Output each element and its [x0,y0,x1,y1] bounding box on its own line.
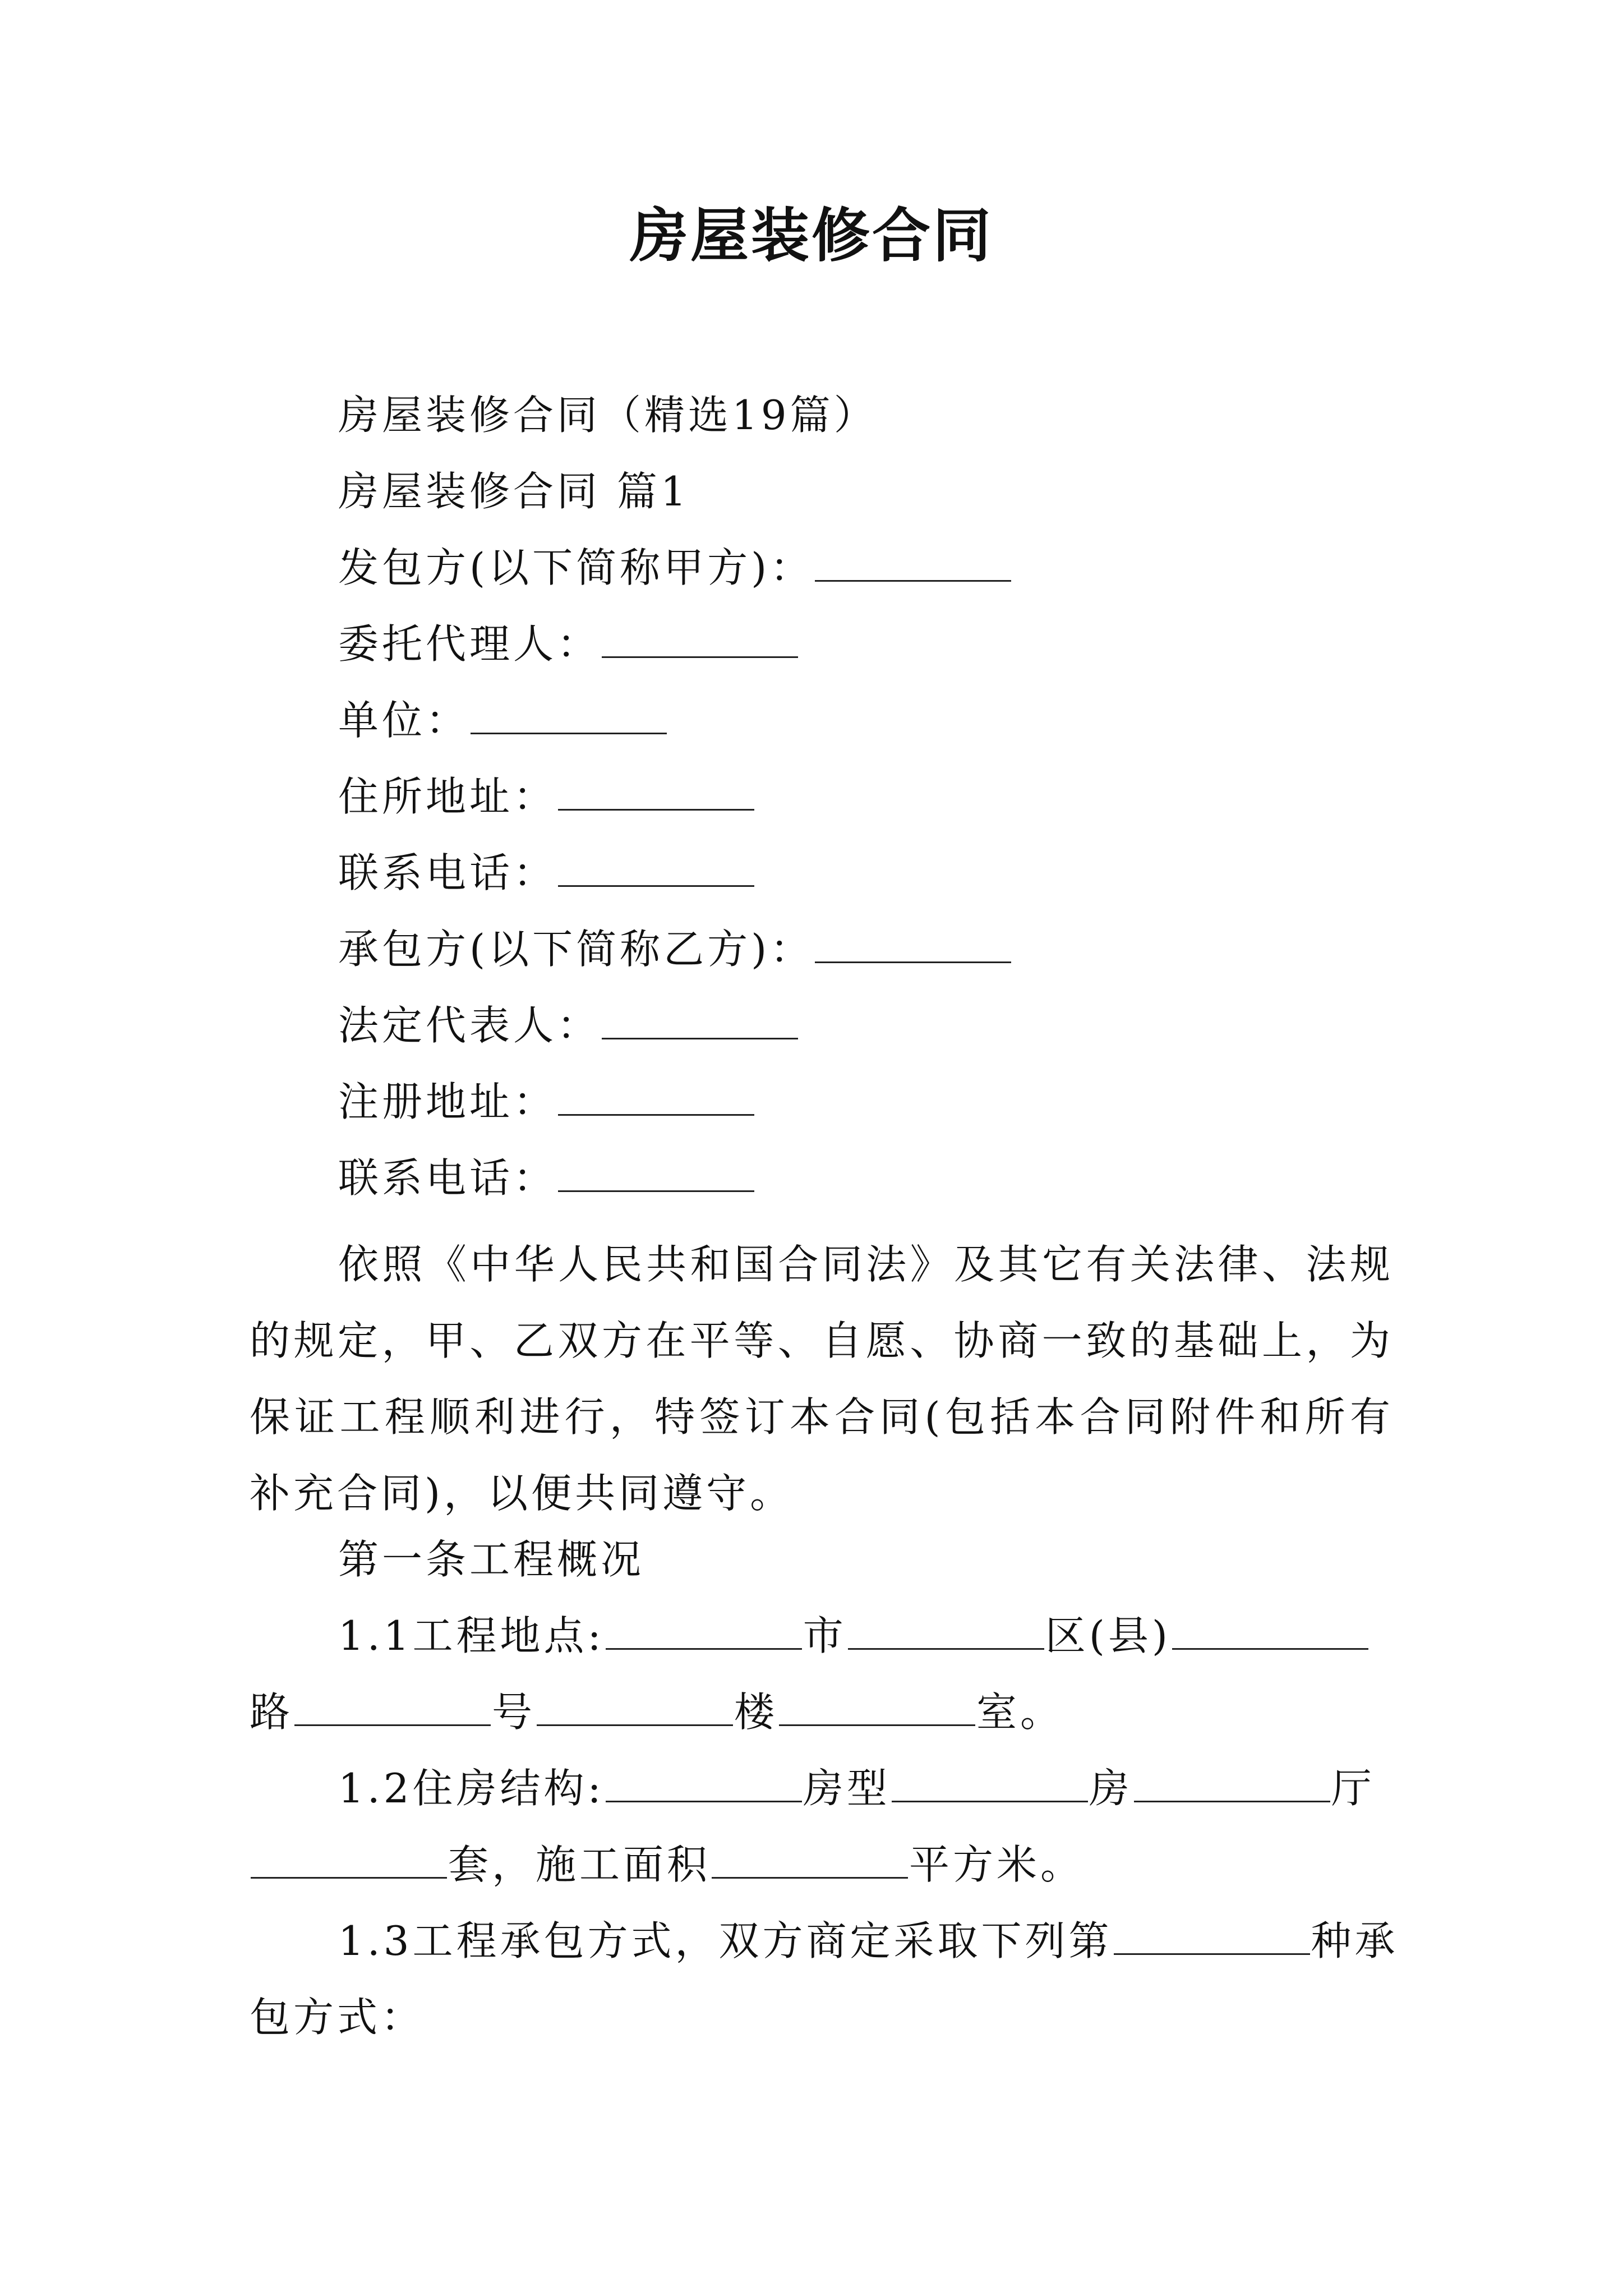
unit-blank[interactable] [471,730,667,734]
address-row [338,769,755,825]
suite-label: 套，施工面积 [448,1841,711,1888]
building-label: 楼 [734,1688,778,1736]
area-blank[interactable] [712,1875,908,1879]
party-a-phone-label: 联系电话： [338,849,557,896]
structure-blank[interactable] [606,1798,802,1802]
number-label: 号 [492,1688,536,1736]
item-1-3-suffix: 种承 [1311,1917,1399,1964]
rooms-label: 房 [1089,1765,1133,1812]
road-label: 路 [250,1688,294,1736]
sqm-label: 平方米。 [909,1841,1085,1888]
address-blank[interactable] [558,807,754,811]
party-b-label: 承包方(以下简称乙方)： [338,926,814,973]
suite-blank[interactable] [251,1875,447,1879]
party-a-phone-blank[interactable] [558,883,754,887]
party-b-blank[interactable] [815,959,1011,963]
hall-label: 厅 [1331,1765,1375,1812]
item-1-3-row1 [338,1913,1399,1969]
party-a-label: 发包方(以下简称甲方)： [338,544,814,591]
type-label: 房型 [803,1765,891,1812]
agent-blank[interactable] [602,654,798,658]
rooms-blank[interactable] [1134,1798,1330,1802]
district-label: 区(县) [1045,1612,1171,1659]
party-b-row [338,921,1012,977]
number-blank[interactable] [537,1722,733,1726]
item-1-1-prefix: 1.1工程地点: [338,1612,605,1659]
type-blank[interactable] [892,1798,1088,1802]
party-b-phone-row [338,1150,755,1206]
unit-row [338,692,668,748]
item-1-2-prefix: 1.2住房结构: [338,1765,605,1812]
building-blank[interactable] [779,1722,975,1726]
contract-mode-blank[interactable] [1114,1951,1310,1955]
legal-rep-row [338,997,799,1053]
item-1-1-row1 [338,1608,1370,1664]
party-b-phone-label: 联系电话： [338,1154,557,1202]
party-b-phone-blank[interactable] [558,1188,754,1192]
agent-label: 委托代理人： [338,620,601,668]
road-blank[interactable] [294,1722,491,1726]
legal-rep-blank[interactable] [602,1036,798,1039]
legal-rep-label: 法定代表人： [338,1002,601,1049]
reg-address-label: 注册地址： [338,1078,557,1125]
unit-label: 单位： [338,697,470,744]
reg-address-row [338,1074,755,1130]
article1-heading: 第一条工程概况 [338,1536,645,1583]
document-title: 房屋装修合同 [629,201,993,270]
intro-paragraph: 依照《中华人民共和国合同法》及其它有关法律、法规的规定，甲、乙双方在平等、自愿、协商一致的基础上，为保证工程顺利进行，特签订本合同(包括本合同附件和所有补充合同)，以便共同遵守。 [250,1241,1394,1517]
party-a-phone-row [338,845,755,901]
address-label: 住所地址： [338,773,557,820]
city-label: 市 [803,1612,847,1659]
item-1-2-row2 [250,1837,1084,1893]
reg-address-blank[interactable] [558,1112,754,1116]
document-subtitle: 房屋装修合同（精选19篇） [338,392,878,439]
item-1-1-row2 [250,1684,1064,1740]
party-a-blank[interactable] [815,578,1011,582]
district-trail-blank[interactable] [1172,1646,1368,1650]
room-label: 室。 [976,1688,1064,1736]
city-blank[interactable] [606,1646,802,1650]
item-1-2-row1 [338,1760,1375,1816]
item-1-3-prefix: 1.3工程承包方式，双方商定采取下列第 [338,1917,1113,1964]
party-a-row [338,540,1012,596]
item-1-3-row2: 包方式： [250,1994,425,2041]
agent-row [338,616,799,672]
district-blank[interactable] [848,1646,1044,1650]
section-heading: 房屋装修合同 篇1 [338,468,690,515]
